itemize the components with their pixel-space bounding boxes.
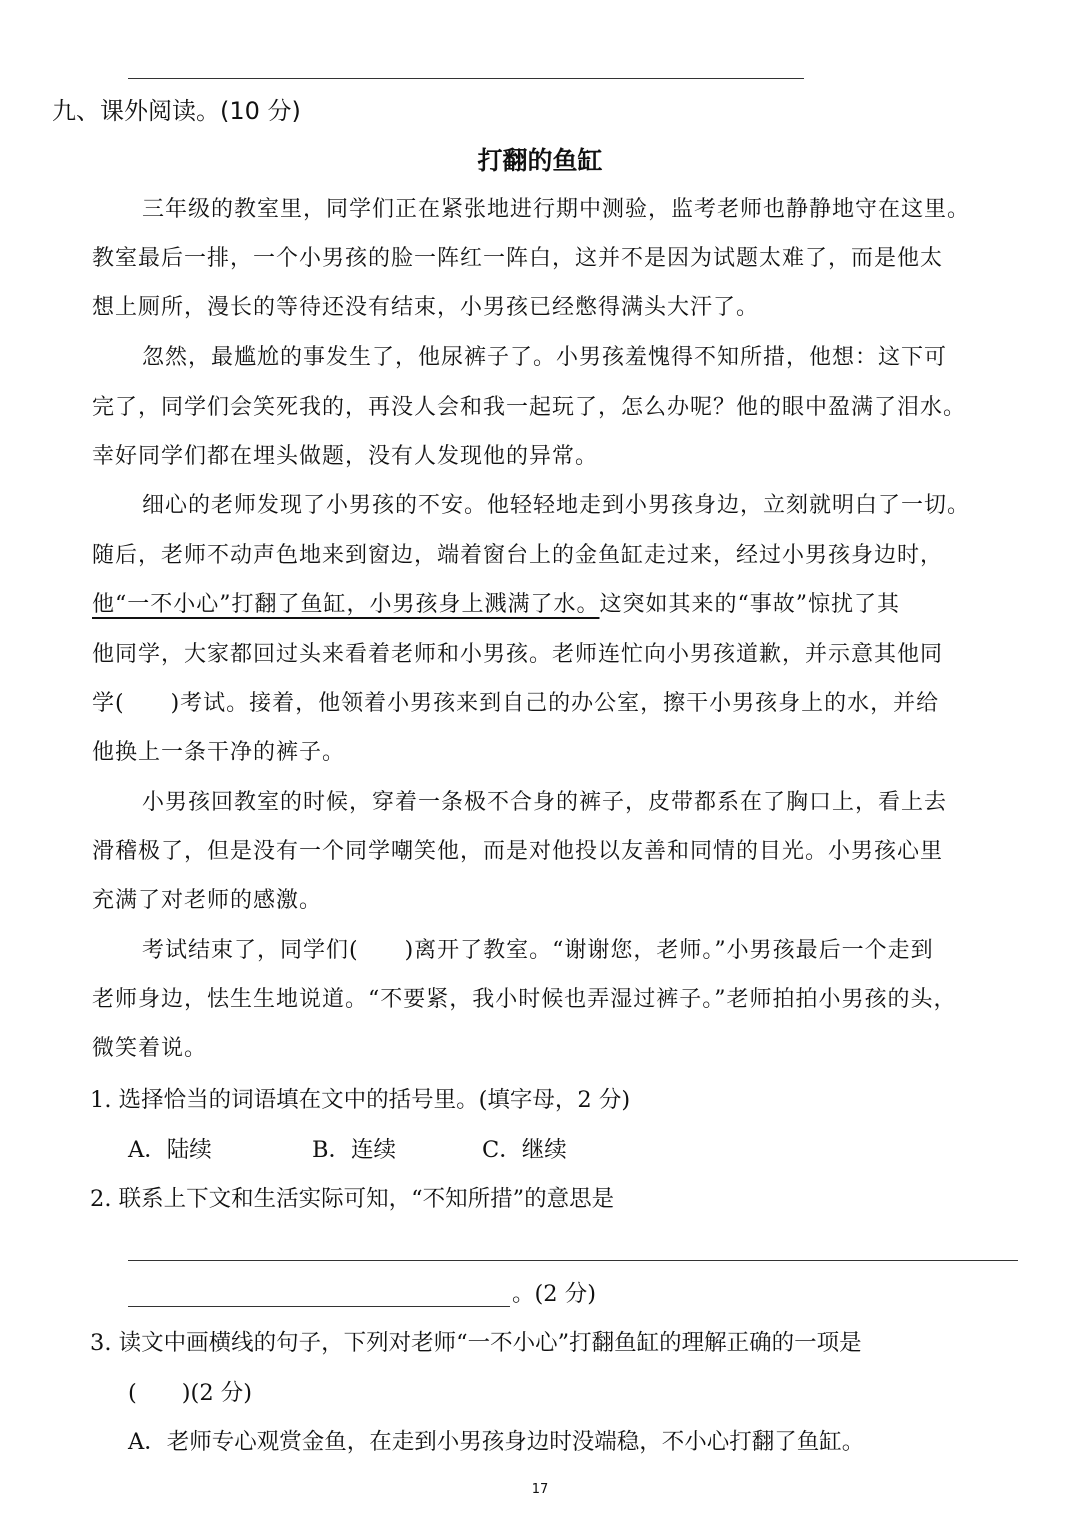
passage-line-with-blank: 考试结束了，同学们( )离开了教室。“谢谢您，老师。”小男孩最后一个走到: [142, 938, 934, 963]
q1-option-b[interactable]: B．连续: [312, 1137, 397, 1163]
question-3: 3. 读文中画横线的句子，下列对老师“一不小心”打翻鱼缸的理解正确的一项是: [90, 1330, 862, 1356]
passage-line: 他同学，大家都回过头来看着老师和小男孩。老师连忙向小男孩道歉，并示意其他同: [92, 642, 944, 667]
passage-line: 忽然，最尴尬的事发生了，他尿裤子了。小男孩羞愧得不知所措，他想：这下可: [142, 345, 948, 370]
q1-option-a[interactable]: A．陆续: [128, 1137, 212, 1163]
passage-line: 三年级的教室里，同学们正在紧张地进行期中测验，监考老师也静静地守在这里。: [142, 197, 971, 222]
passage-line: 随后，老师不动声色地来到窗边，端着窗台上的金鱼缸走过来，经过小男孩身边时，: [92, 543, 944, 568]
passage-line: 完了，同学们会笑死我的，再没人会和我一起玩了，怎么办呢？他的眼中盈满了泪水。: [92, 395, 967, 420]
passage-title: 打翻的鱼缸: [477, 146, 603, 175]
underlined-sentence: 他“一不小心”打翻了鱼缸，小男孩身上溅满了水。: [92, 592, 600, 617]
q1-option-c[interactable]: C．继续: [482, 1137, 567, 1163]
passage-line: 细心的老师发现了小男孩的不安。他轻轻地走到小男孩身边，立刻就明白了一切。: [142, 493, 971, 518]
passage-line: 想上厕所，漫长的等待还没有结束，小男孩已经憋得满头大汗了。: [92, 295, 760, 320]
q3-answer-bracket[interactable]: ( )(2 分): [128, 1380, 253, 1406]
passage-line: 他换上一条干净的裤子。: [92, 740, 346, 765]
passage-line: 老师身边，怯生生地说道。“不要紧，我小时候也弄湿过裤子。”老师拍拍小男孩的头，: [92, 987, 957, 1012]
q2-score: 。(2 分): [512, 1281, 597, 1307]
question-2: 2. 联系上下文和生活实际可知，“不知所措”的意思是: [90, 1186, 615, 1212]
question-1: 1. 选择恰当的词语填在文中的括号里。(填字母，2 分): [90, 1087, 631, 1113]
passage-line: 滑稽极了，但是没有一个同学嘲笑他，而是对他投以友善和同情的目光。小男孩心里: [92, 839, 944, 864]
passage-line: 充满了对老师的感激。: [92, 888, 323, 913]
q2-answer-line-1[interactable]: [128, 1260, 1018, 1261]
passage-line-tail: 这突如其来的“事故”惊扰了其: [599, 592, 900, 617]
section-title: 九、课外阅读。(10 分): [52, 97, 301, 125]
underlined-sentence-line: [92, 589, 900, 621]
passage-line: 小男孩回教室的时候，穿着一条极不合身的裤子，皮带都系在了胸口上，看上去: [142, 790, 948, 815]
passage-line: 教室最后一排，一个小男孩的脸一阵红一阵白，这并不是因为试题太难了，而是他太: [92, 246, 944, 271]
passage-line-with-blank: 学( )考试。接着，他领着小男孩来到自己的办公室，擦干小男孩身上的水，并给: [92, 691, 940, 716]
passage-line: 微笑着说。: [92, 1036, 208, 1061]
page-number: 17: [531, 1482, 549, 1497]
q3-option-a[interactable]: A．老师专心观赏金鱼，在走到小男孩身边时没端稳，不小心打翻了鱼缸。: [128, 1429, 865, 1455]
top-answer-line: [128, 78, 804, 79]
passage-line: 幸好同学们都在埋头做题，没有人发现他的异常。: [92, 444, 599, 469]
q2-answer-line-2[interactable]: [128, 1306, 510, 1307]
